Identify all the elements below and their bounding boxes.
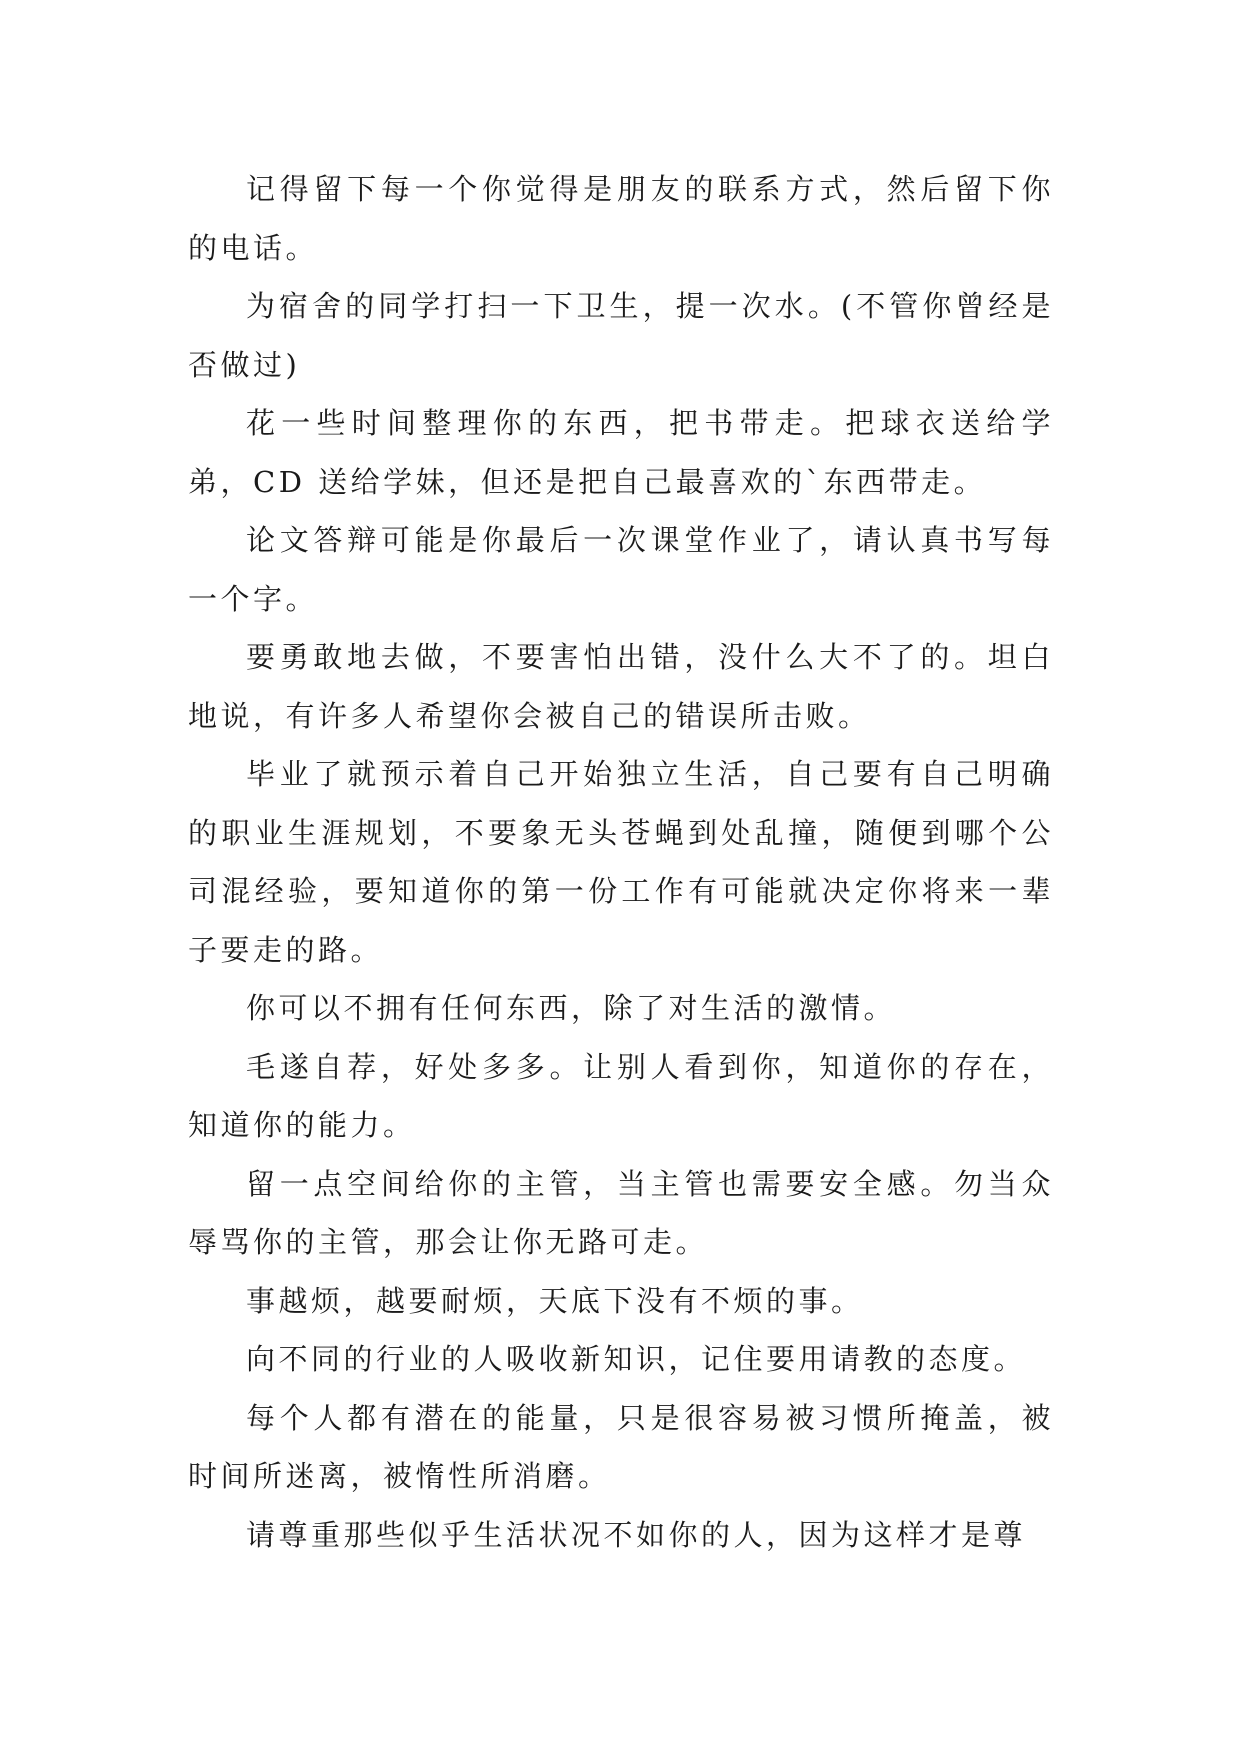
paragraph: 记得留下每一个你觉得是朋友的联系方式，然后留下你的电话。	[188, 172, 1054, 265]
document-body	[188, 160, 1054, 1564]
paragraph: 花一些时间整理你的东西，把书带走。把球衣送给学弟，CD 送给学妹，但还是把自己最喜欢的`东西带走。	[188, 406, 1054, 499]
paragraph: 毕业了就预示着自己开始独立生活，自己要有自己明确的职业生涯规划，不要象无头苍蝇到处乱撞，随便到哪个公司混经验，要知道你的第一份工作有可能就决定你将来一辈子要走的路。	[188, 757, 1054, 967]
paragraph: 你可以不拥有任何东西，除了对生活的激情。	[246, 991, 897, 1025]
paragraph: 要勇敢地去做，不要害怕出错，没什么大不了的。坦白地说，有许多人希望你会被自己的错误所击败。	[188, 640, 1054, 733]
paragraph: 毛遂自荐，好处多多。让别人看到你，知道你的存在，知道你的能力。	[188, 1049, 1054, 1142]
paragraph: 向不同的行业的人吸收新知识，记住要用请教的态度。	[246, 1342, 1027, 1376]
paragraph: 论文答辩可能是你最后一次课堂作业了，请认真书写每一个字。	[188, 523, 1054, 616]
paragraph: 每个人都有潜在的能量，只是很容易被习惯所掩盖，被时间所迷离，被惰性所消磨。	[188, 1400, 1054, 1493]
paragraph: 事越烦，越要耐烦，天底下没有不烦的事。	[246, 1283, 864, 1318]
paragraph: 请尊重那些似乎生活状况不如你的人，因为这样才是尊	[246, 1517, 1027, 1552]
paragraph: 为宿舍的同学打扫一下卫生，提一次水。(不管你曾经是否做过)	[188, 289, 1054, 382]
paragraph: 留一点空间给你的主管，当主管也需要安全感。勿当众辱骂你的主管，那会让你无路可走。	[188, 1166, 1054, 1259]
